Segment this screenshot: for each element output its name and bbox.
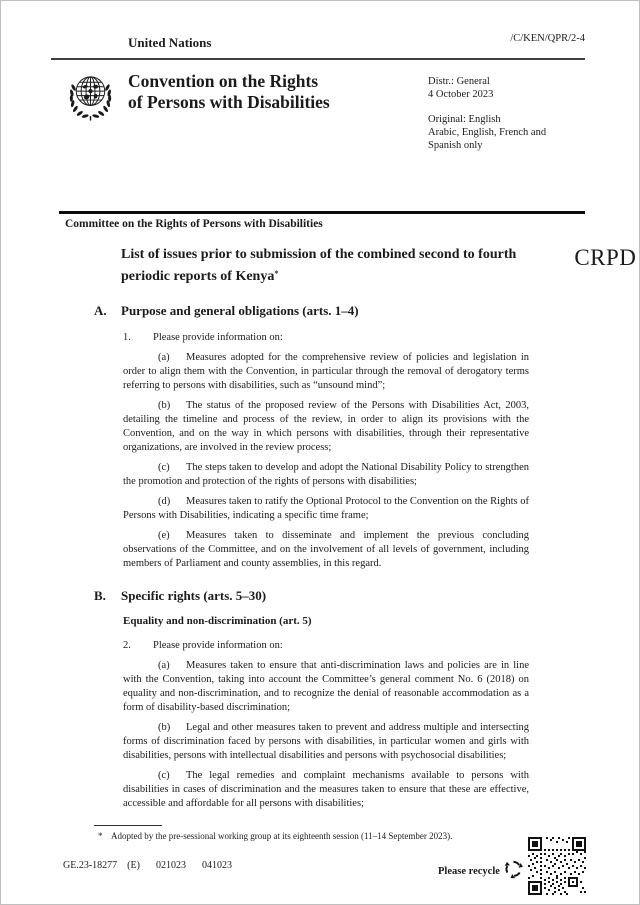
convention-title-line1: Convention on the Rights [128, 71, 319, 91]
paragraph-2c: (c) The legal remedies and complaint mechanisms available to persons with disabilities in cases of discrimination and the measures taken to ensure that these are effective, accessible and affordable for all persons with disabilities; [123, 770, 529, 809]
section-b-label: B. [94, 588, 106, 603]
footnote-rule [94, 825, 162, 826]
un-emblem-icon [62, 68, 119, 125]
reference-date1: 021023 [155, 860, 186, 871]
paragraph-1a: (a) Measures adopted for the comprehensive review of policies and legislation in order to align them with the Convention, in particular through the removal of derogatory terms referring to persons with disabilities, such as “unsound mind”; [123, 352, 529, 391]
document-symbol [510, 28, 637, 270]
committee-heading: Committee on the Rights of Persons with Disabilities [65, 218, 323, 230]
title-footnote-marker: * [274, 269, 279, 278]
paragraph-2c-letter: (c) [158, 770, 170, 781]
footnote-marker: * [98, 831, 103, 841]
paragraph-2a-letter: (a) [158, 660, 170, 671]
section-b-paragraphs [123, 639, 529, 811]
convention-title-line2: of Persons with Disabilities [128, 92, 330, 112]
section-b-subheading: Equality and non-discrimination (art. 5) [123, 615, 312, 627]
language-info [428, 113, 546, 152]
languages-line1: Arabic, English, French and [428, 127, 547, 138]
un-org-name: United Nations [128, 35, 212, 50]
reference-date2: 041023 [201, 860, 232, 871]
header-rule [51, 58, 585, 60]
paragraph-1c: (c) The steps taken to develop and adopt the National Disability Policy to strengthen the promotion and protection of the rights of persons with disabilities; [123, 462, 529, 487]
section-a-heading: A. Purpose and general obligations (arts. 1–4) [94, 303, 359, 318]
paragraph-2-number: 2. [123, 640, 131, 651]
document-body [65, 218, 587, 811]
paragraph-2b: (b) Legal and other measures taken to prevent and address multiple and intersecting forms of discrimination faced by persons with disabilities, in particular women and girls with disabilities, persons with intellectual disabilities and persons with psychosocial disabilities; [123, 722, 529, 761]
footnote: * Adopted by the pre-sessional working group at its eighteenth session (11–14 September 2023). [98, 831, 453, 841]
paragraph-2: 2. Please provide information on: [123, 640, 283, 651]
reference-code: GE.23-18277 [63, 860, 118, 871]
section-b-heading: B. Specific rights (arts. 5–30) [94, 588, 267, 603]
recycle-label: Please recycle [438, 866, 500, 877]
qr-code [528, 837, 586, 895]
paragraph-2b-letter: (b) [158, 722, 171, 733]
document-title: List of issues prior to submission of the combined second to fourth periodic reports of Kenya* [121, 247, 517, 284]
document-reference [63, 860, 232, 871]
paragraph-1d-letter: (d) [158, 496, 171, 507]
paragraph-1c-letter: (c) [158, 462, 170, 473]
section-a-label: A. [94, 303, 107, 318]
paragraph-1d: (d) Measures taken to ratify the Optional Protocol to the Convention on the Rights of Persons with Disabilities, indicating a specific time frame; [123, 496, 529, 521]
section-a-paragraphs [123, 331, 529, 571]
document-symbol-sub: /C/KEN/QPR/2-4 [510, 33, 585, 44]
paragraph-1e: (e) Measures taken to disseminate and implement the previous concluding observations of the Committee, and on the involvement of all levels of government, including members of Parliament and county assemblies, in this regard. [123, 530, 529, 569]
languages-line2: Spanish only [428, 140, 483, 151]
convention-title [128, 71, 330, 113]
paragraph-1: 1. Please provide information on: [123, 332, 283, 343]
recycle-notice [438, 859, 524, 884]
paragraph-1-number: 1. [123, 332, 131, 343]
date-line: 4 October 2023 [428, 89, 494, 100]
paragraph-1a-letter: (a) [158, 352, 170, 363]
paragraph-1e-letter: (e) [158, 530, 170, 541]
paragraph-1b: (b) The status of the proposed review of the Persons with Disabilities Act, 2003, detailing the timeline and process of the review, in order to align its provisions with the Convention, and on the way in which persons with disabilities, through their representative organizations, are involved in the review process; [123, 400, 529, 453]
recycle-icon [503, 859, 524, 884]
document-symbol-main: CRPD [574, 245, 637, 270]
section-divider-rule [59, 211, 585, 214]
distr-line: Distr.: General [428, 76, 490, 87]
distribution-info [428, 75, 493, 101]
original-language: Original: English [428, 114, 501, 125]
paragraph-2a: (a) Measures taken to ensure that anti-discrimination laws and policies are in line with the Convention, taking into account the Committee’s general comment No. 6 (2018) on equality and non-discrimination, and to recognize the denial of reasonable accommodation as a form of disability-based discrimination; [123, 660, 529, 713]
reference-language: (E) [127, 860, 140, 871]
paragraph-1b-letter: (b) [158, 400, 171, 411]
